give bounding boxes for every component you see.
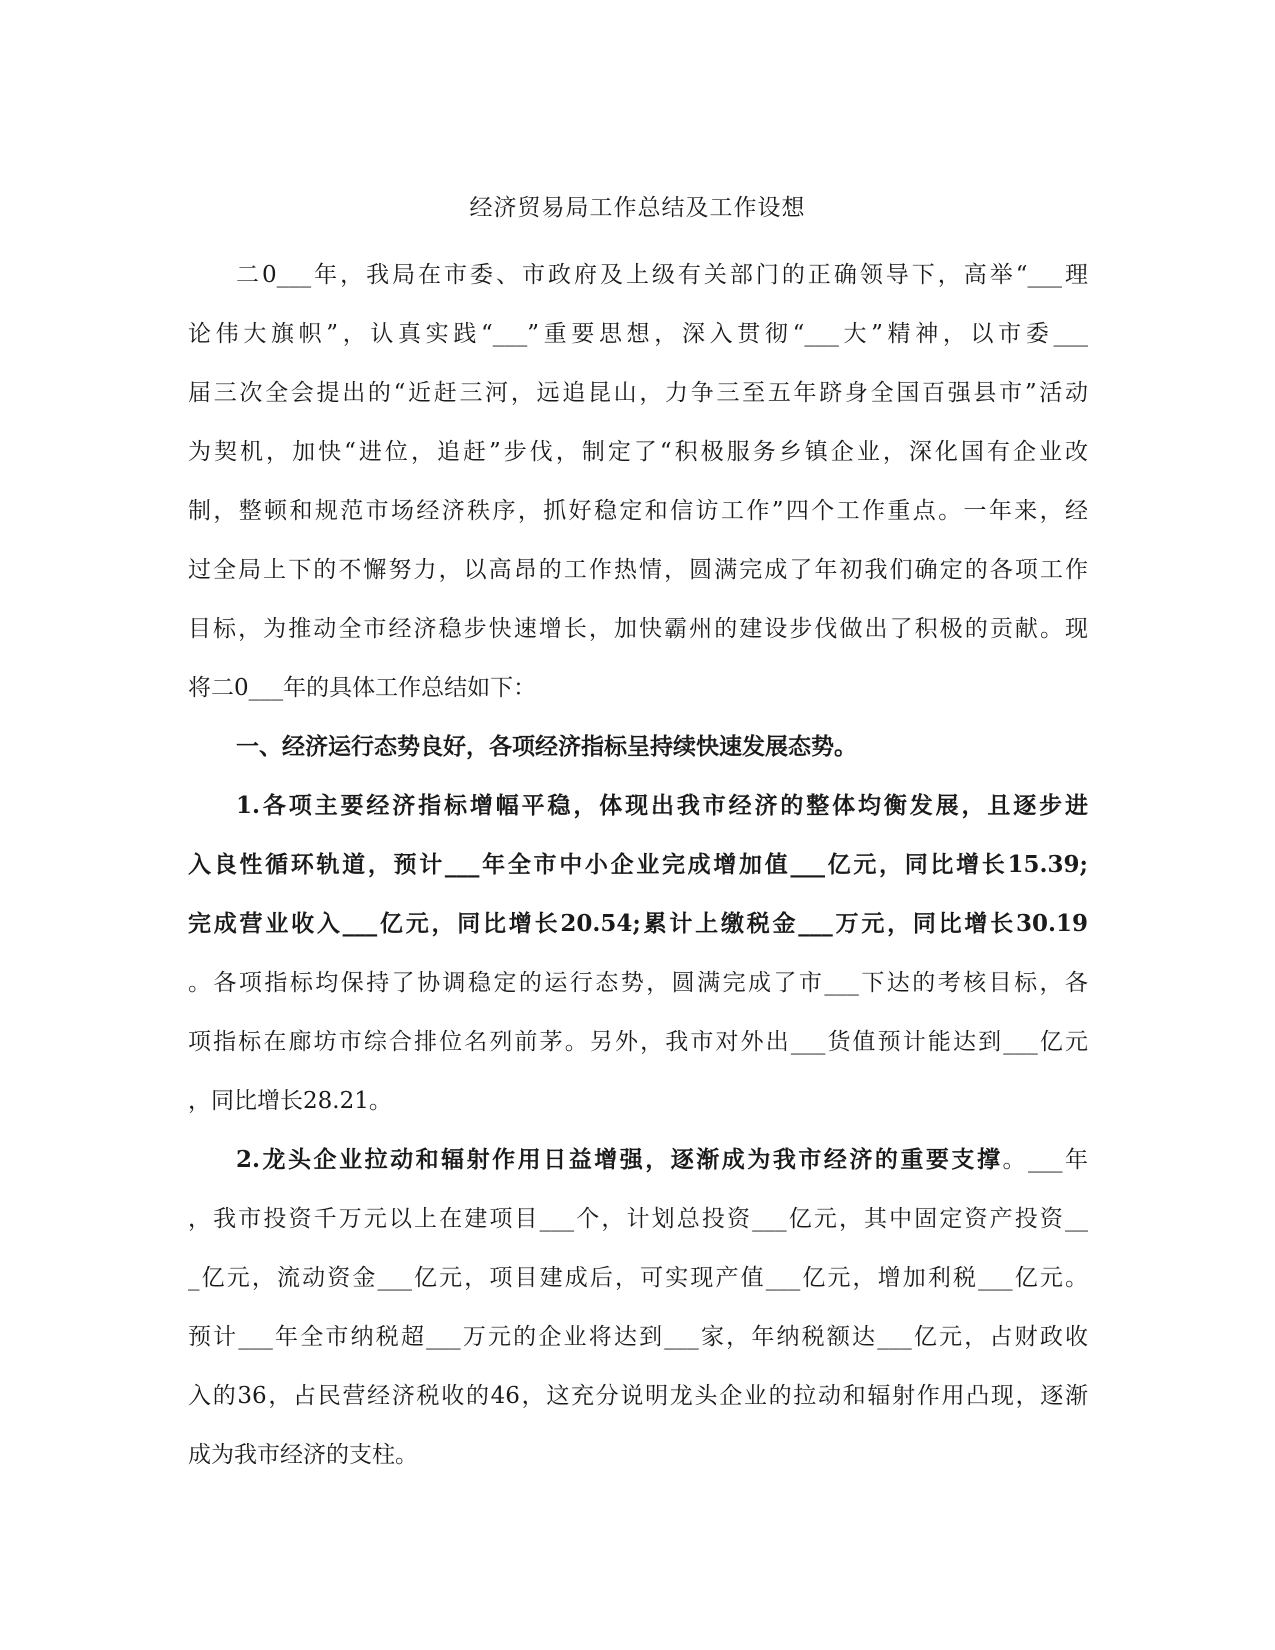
paragraph-line: 将二0___年的具体工作总结如下： xyxy=(188,675,537,701)
item-heading-bold: 2.龙头企业拉动和辐射作用日益增强，逐渐成为我市经济的重要支撑 xyxy=(236,1146,1003,1173)
document-title: 经济贸易局工作总结及工作设想 xyxy=(469,195,806,221)
paragraph-line: 届三次全会提出的“近赶三河，远追昆山，力争三至五年跻身全国百强县市”活动 xyxy=(188,380,1088,406)
item-line: ，同比增长28.21。 xyxy=(188,1088,392,1114)
paragraph-line: 制，整顿和规范市场经济秩序，抓好稳定和信访工作”四个工作重点。一年来，经 xyxy=(188,498,1088,524)
paragraph-line: 为契机，加快“进位，追赶”步伐，制定了“积极服务乡镇企业，深化国有企业改 xyxy=(188,439,1088,465)
item-line: _亿元，流动资金___亿元，项目建成后，可实现产值___亿元，增加利税___亿元。 xyxy=(188,1265,1088,1291)
paragraph-line: 论伟大旗帜”，认真实践“___”重要思想，深入贯彻“___大”精神，以市委___ xyxy=(188,321,1088,347)
item-line: 入的36，占民营经济税收的46，这充分说明龙头企业的拉动和辐射作用凸现，逐渐 xyxy=(188,1383,1088,1409)
item-line: 。各项指标均保持了协调稳定的运行态势，圆满完成了市___下达的考核目标，各 xyxy=(188,970,1088,996)
item-line: 成为我市经济的支柱。 xyxy=(188,1442,418,1468)
paragraph-line: 目标，为推动全市经济稳步快速增长，加快霸州的建设步伐做出了积极的贡献。现 xyxy=(188,616,1088,642)
item-line-mixed xyxy=(188,1140,1088,1199)
item-line: ，我市投资千万元以上在建项目___个，计划总投资___亿元，其中固定资产投资__ xyxy=(188,1206,1088,1232)
paragraph-line: 二0___年，我局在市委、市政府及上级有关部门的正确领导下，高举“___理 xyxy=(236,262,1088,288)
item-line: 项指标在廊坊市综合排位名列前茅。另外，我市对外出___货值预计能达到___亿元 xyxy=(188,1029,1088,1055)
item-line-bold: 完成营业收入___亿元，同比增长20.54;累计上缴税金___万元，同比增长30.19 xyxy=(188,910,1088,937)
paragraph-line: 过全局上下的不懈努力，以高昂的工作热情，圆满完成了年初我们确定的各项工作 xyxy=(188,557,1088,583)
document-body xyxy=(188,255,1088,1494)
section-heading: 一、经济运行态势良好，各项经济指标呈持续快速发展态势。 xyxy=(236,733,857,760)
item-line-bold: 入良性循环轨道，预计___年全市中小企业完成增加值___亿元，同比增长15.39; xyxy=(188,851,1088,878)
item-line: 预计___年全市纳税超___万元的企业将达到___家，年纳税额达___亿元，占财政收 xyxy=(188,1324,1088,1350)
item-line-bold: 1.各项主要经济指标增幅平稳，体现出我市经济的整体均衡发展，且逐步进 xyxy=(236,792,1088,819)
item-heading-tail: 。___年 xyxy=(1002,1147,1088,1173)
